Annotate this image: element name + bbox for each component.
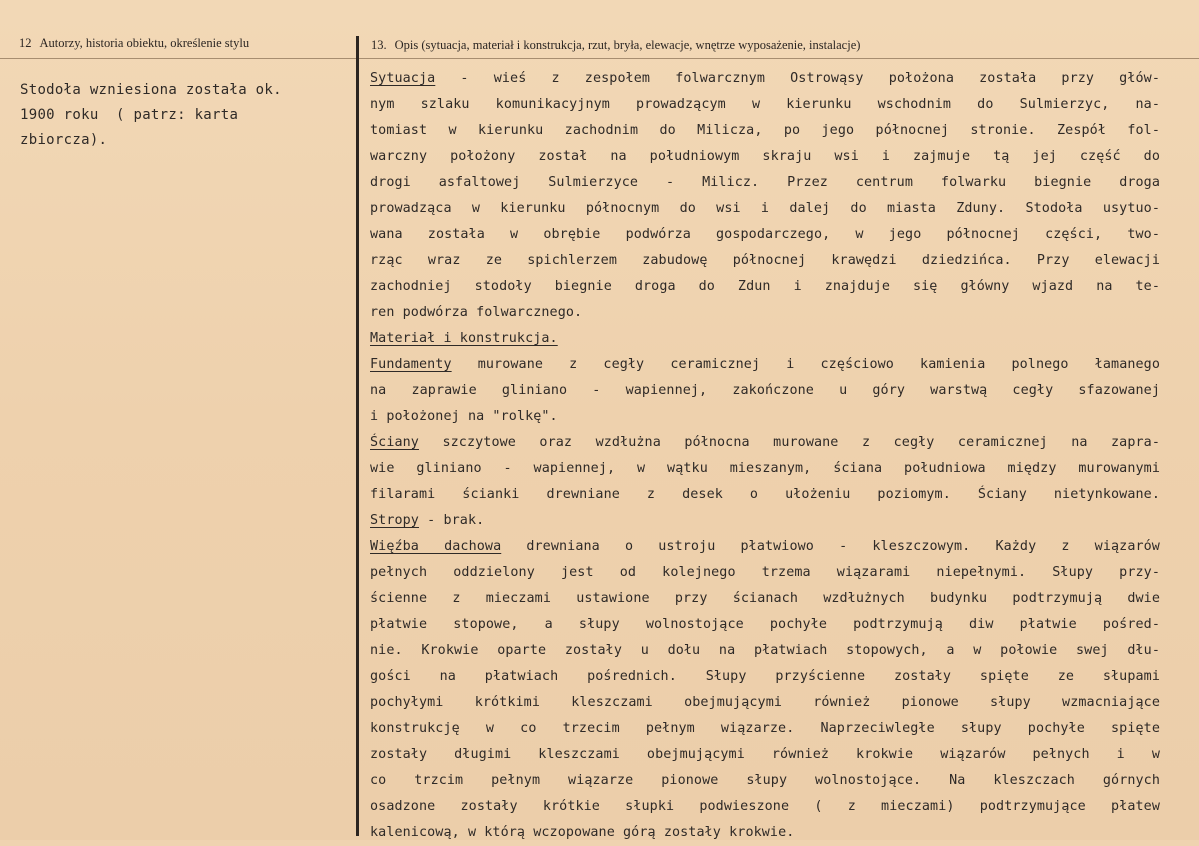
section-heading: Sytuacja xyxy=(370,71,436,86)
description-line xyxy=(370,248,1160,274)
description-text-run: gości na płatwiach pośrednich. Słupy przyścienne zostały spięte ze słupami xyxy=(370,669,1160,684)
section-heading: Stropy xyxy=(370,513,419,528)
description-line xyxy=(370,742,1160,768)
description-line xyxy=(370,508,1170,534)
left-column-header xyxy=(19,36,249,51)
description-text-run: ren podwórza folwarcznego. xyxy=(370,305,583,320)
section-heading: Więźba dachowa xyxy=(370,539,502,554)
right-section-title: Opis (sytuacja, materiał i konstrukcja, rzut, bryła, elewacje, wnętrze wyposażenie, instalacje) xyxy=(394,38,861,52)
right-column-header xyxy=(371,38,860,53)
description-text-run: nym szlaku komunikacyjnym prowadzącym w kierunku wschodnim do Sulmierzyc, na- xyxy=(370,97,1160,112)
description-text-run: ścienne z mieczami ustawione przy ścianach wzdłużnych budynku podtrzymują dwie xyxy=(370,591,1160,606)
description-line xyxy=(370,326,1170,352)
history-text xyxy=(20,78,340,153)
description-text-run: na zaprawie gliniano - wapiennej, zakończone u góry warstwą cegły sfazowanej xyxy=(370,383,1160,398)
description-text-run: tomiast w kierunku zachodnim do Milicza, po jego północnej stronie. Zespół fol- xyxy=(370,123,1160,138)
right-section-number: 13. xyxy=(371,38,387,52)
description-text xyxy=(370,66,1170,846)
description-line xyxy=(370,586,1160,612)
description-text-run: wie gliniano - wapiennej, w wątku mieszanym, ściana południowa między murowanymi xyxy=(370,461,1160,476)
description-line xyxy=(370,352,1160,378)
description-line xyxy=(370,612,1160,638)
description-line xyxy=(370,534,1160,560)
description-text-run: osadzone zostały krótkie słupki podwieszone ( z mieczami) podtrzymujące płatew xyxy=(370,799,1160,814)
description-text-run: - brak. xyxy=(418,513,485,528)
description-line xyxy=(370,144,1160,170)
description-text-run: konstrukcję w co trzecim pełnym wiązarze. Naprzeciwległe słupy pochyłe spięte xyxy=(370,721,1160,736)
description-line xyxy=(370,794,1160,820)
description-text-run: filarami ścianki drewniane z desek o ułożeniu poziomym. Ściany nietynkowane. xyxy=(370,487,1160,502)
column-divider xyxy=(356,36,359,836)
description-text-run: szczytowe oraz wzdłużna północna murowane z cegły ceramicznej na zapra- xyxy=(418,435,1160,450)
section-heading: Materiał i konstrukcja. xyxy=(370,331,558,346)
description-line xyxy=(370,66,1160,92)
description-text-run: zachodniej stodoły biegnie droga do Zdun i znajduje się główny wjazd na te- xyxy=(370,279,1160,294)
description-line xyxy=(370,118,1160,144)
description-line xyxy=(370,560,1160,586)
description-text-run: drewniana o ustroju płatwiowo - kleszczowym. Każdy z wiązarów xyxy=(501,539,1160,554)
history-line: zbiorcza). xyxy=(20,132,108,148)
description-text-run: zostały długimi kleszczami obejmującymi również krokwie wiązarów pełnych i w xyxy=(370,747,1160,762)
description-line xyxy=(370,430,1160,456)
section-heading: Ściany xyxy=(370,435,419,450)
description-line xyxy=(370,664,1160,690)
description-text-run: pochyłymi krótkimi kleszczami obejmującymi również pionowe słupy wzmacniające xyxy=(370,695,1160,710)
description-text-run: - wieś z zespołem folwarcznym Ostrowąsy położona została przy głów- xyxy=(435,71,1160,86)
description-text-run: drogi asfaltowej Sulmierzyce - Milicz. Przez centrum folwarku biegnie droga xyxy=(370,175,1160,190)
description-line xyxy=(370,222,1160,248)
description-line xyxy=(370,820,1170,846)
description-text-run: pełnych oddzielony jest od kolejnego trzema wiązarami niepełnymi. Słupy przy- xyxy=(370,565,1160,580)
left-section-number: 12 xyxy=(19,36,32,50)
description-line xyxy=(370,92,1160,118)
description-text-run: wana została w obrębie podwórza gospodarczego, w jego północnej części, two- xyxy=(370,227,1160,242)
description-line xyxy=(370,300,1170,326)
description-line xyxy=(370,482,1160,508)
description-text-run: co trzcim pełnym wiązarze pionowe słupy wolnostojące. Na kleszczach górnych xyxy=(370,773,1160,788)
description-line xyxy=(370,638,1160,664)
description-line xyxy=(370,404,1170,430)
description-text-run: prowadząca w kierunku północnym do wsi i dalej do miasta Zduny. Stodoła usytuo- xyxy=(370,201,1160,216)
history-line: Stodoła wzniesiona została ok. xyxy=(20,82,282,98)
description-line xyxy=(370,716,1160,742)
description-line xyxy=(370,170,1160,196)
description-line xyxy=(370,196,1160,222)
description-line xyxy=(370,690,1160,716)
description-line xyxy=(370,274,1160,300)
description-text-run: kalenicową, w którą wczopowane górą zostały krokwie. xyxy=(370,825,795,840)
history-line: 1900 roku ( patrz: karta xyxy=(20,107,239,123)
left-section-title: Autorzy, historia obiektu, określenie stylu xyxy=(39,36,250,50)
description-line xyxy=(370,768,1160,794)
description-text-run: i położonej na "rolkę". xyxy=(370,409,558,424)
header-rule xyxy=(0,58,1199,59)
description-text-run: warczny położony został na południowym skraju wsi i zajmuje tą jej część do xyxy=(370,149,1160,164)
section-heading: Fundamenty xyxy=(370,357,452,372)
description-text-run: rząc wraz ze spichlerzem zabudowę północnej krawędzi dziedzińca. Przy elewacji xyxy=(370,253,1160,268)
description-text-run: nie. Krokwie oparte zostały u dołu na płatwiach stopowych, a w połowie swej dłu- xyxy=(370,643,1160,658)
description-line xyxy=(370,378,1160,404)
description-text-run: murowane z cegły ceramicznej i częściowo kamienia polnego łamanego xyxy=(451,357,1160,372)
description-line xyxy=(370,456,1160,482)
description-text-run: płatwie stopowe, a słupy wolnostojące pochyłe podtrzymują diw płatwie pośred- xyxy=(370,617,1160,632)
